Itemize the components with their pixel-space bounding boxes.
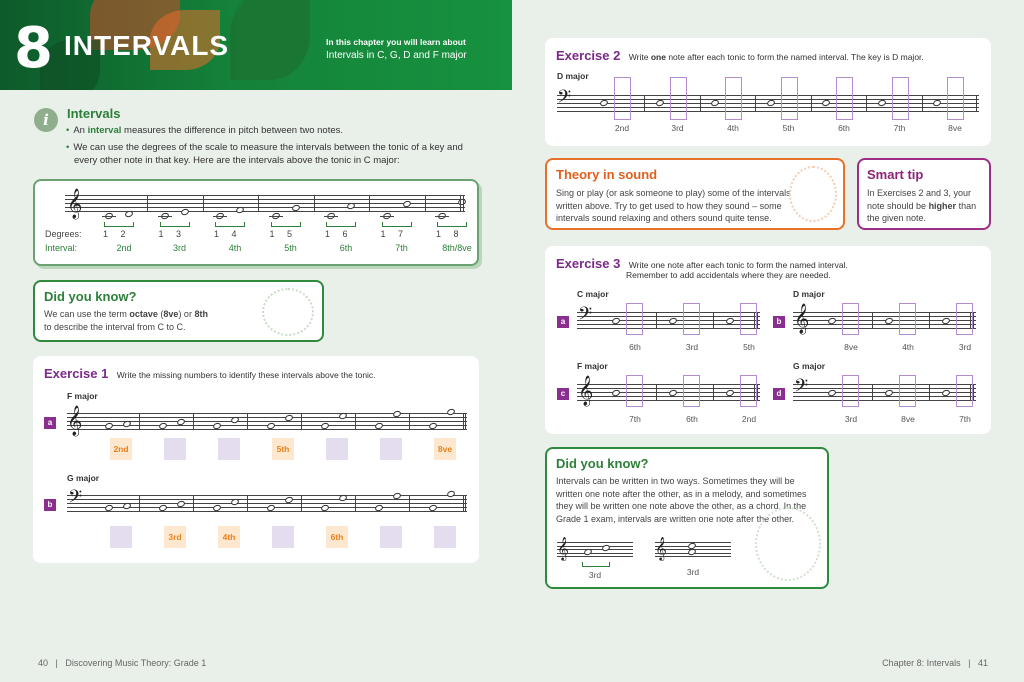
answer-box-empty[interactable] — [110, 526, 132, 548]
ex3-key: G major — [793, 361, 826, 371]
barline — [700, 95, 701, 112]
barline — [139, 495, 140, 512]
exercise-3-instruction-2: Remember to add accidentals where they are needed. — [626, 270, 831, 280]
interval-name: 6th — [339, 243, 353, 253]
left-page-number: 40 — [38, 658, 49, 668]
staff-line — [793, 328, 976, 329]
interval-label: 2nd — [741, 414, 757, 424]
final-barline — [973, 312, 974, 329]
interval-label: 8ve — [844, 342, 858, 352]
smart-tip-title: Smart tip — [867, 167, 924, 182]
degree-pair: 1 7 — [380, 229, 404, 239]
chapter-title: INTERVALS — [64, 30, 230, 61]
interval-bracket — [104, 222, 134, 227]
intro-line1: In this chapter you will learn about — [326, 37, 466, 47]
interval-label: 3rd — [671, 123, 684, 133]
barline — [409, 495, 410, 512]
barline — [872, 384, 873, 401]
interval-name: 3rd — [172, 243, 186, 253]
staff-line — [577, 328, 760, 329]
decorative-fern-icon — [262, 288, 314, 336]
ex3-key: C major — [577, 289, 609, 299]
staff-line — [793, 388, 976, 389]
exercise-2-title: Exercise 2 — [556, 48, 621, 63]
intro-line2: Intervals in C, G, D and F major — [326, 50, 467, 61]
ex1a-tag: a — [44, 417, 56, 429]
interval-name: 2nd — [116, 243, 132, 253]
final-barline — [976, 95, 977, 112]
barline — [866, 95, 867, 112]
answer-area[interactable] — [892, 77, 909, 120]
did-you-know-box-2 — [545, 447, 829, 589]
barline — [355, 413, 356, 430]
ex3-tag: c — [557, 388, 569, 400]
barline — [872, 312, 873, 329]
ledger-line — [435, 216, 449, 217]
exercise-2-card — [545, 38, 991, 146]
answer-area[interactable] — [683, 375, 700, 407]
barline — [193, 413, 194, 430]
exercise-2-instruction: Write one note after each tonic to form the named interval. The key is D major. — [628, 52, 924, 62]
treble-clef-icon: 𝄞 — [557, 536, 569, 560]
harmonic-label: 3rd — [686, 567, 700, 577]
melodic-label: 3rd — [588, 570, 602, 580]
did-you-know-box-1 — [33, 280, 324, 342]
answer-area[interactable] — [842, 375, 859, 407]
final-barline — [973, 384, 974, 401]
theory-in-sound-title: Theory in sound — [556, 167, 658, 182]
answer-area[interactable] — [899, 375, 916, 407]
ex3-key: F major — [577, 361, 608, 371]
decorative-leaf — [230, 0, 310, 80]
answer-area[interactable] — [947, 77, 964, 120]
chapter-footer-title: Chapter 8: Intervals — [882, 658, 961, 668]
barline — [713, 312, 714, 329]
decorative-fern-icon — [789, 166, 837, 222]
bullet-1: • An interval measures the difference in pitch between two notes. — [66, 125, 344, 136]
final-barline — [754, 312, 755, 329]
exercise-1-header — [44, 365, 376, 383]
treble-clef-icon: 𝄞 — [578, 376, 594, 406]
bass-clef-icon: 𝄢 — [68, 487, 83, 512]
final-barline — [465, 413, 466, 430]
ex1a-key: F major — [67, 391, 98, 401]
interval-bracket — [215, 222, 245, 227]
interval-label: 7th — [893, 123, 906, 133]
ledger-line — [158, 216, 172, 217]
answer-box-empty[interactable] — [434, 526, 456, 548]
barline — [922, 95, 923, 112]
staff-line — [793, 384, 976, 385]
interval-bracket — [326, 222, 356, 227]
staff-line — [577, 324, 760, 325]
answer-box-empty[interactable] — [380, 438, 402, 460]
answer-box-filled: 2nd — [110, 438, 132, 460]
interval-label: 3rd — [685, 342, 699, 352]
staff-line — [577, 388, 760, 389]
bullet-2: • We can use the degrees of the scale to measure the intervals between the tonic of a key and every other note in that key. Here are the intervals above the tonic in C major: — [66, 142, 463, 166]
barline — [314, 195, 315, 212]
barline — [656, 384, 657, 401]
barline — [247, 413, 248, 430]
treble-clef-icon: 𝄞 — [655, 536, 667, 560]
answer-area[interactable] — [626, 375, 643, 407]
interval-label: 8ve — [901, 414, 915, 424]
degrees-label: Degrees: — [45, 229, 82, 239]
staff-line — [793, 312, 976, 313]
barline — [355, 495, 356, 512]
ex1b-tag: b — [44, 499, 56, 511]
barline — [301, 413, 302, 430]
staff-line — [793, 324, 976, 325]
ledger-line — [324, 216, 338, 217]
barline — [139, 413, 140, 430]
exercise-3-title: Exercise 3 — [556, 256, 621, 271]
staff-line — [577, 312, 760, 313]
exercise-3-card — [545, 246, 991, 434]
interval-label: 5th — [743, 342, 755, 352]
barline — [258, 195, 259, 212]
answer-area[interactable] — [670, 77, 687, 120]
interval-label: 4th — [727, 123, 739, 133]
final-barline — [970, 384, 971, 401]
answer-box-empty[interactable] — [272, 526, 294, 548]
ex3-tag: b — [773, 316, 785, 328]
did-you-know-2-text: Intervals can be written in two ways. Sometimes they will be written one note after the other, as in a melody, and sometimes they will be written one note above the other, as a chord. In the Grade 1 exam, intervals are written one note after the other. — [556, 476, 807, 524]
interval-name: 8th/8ve — [442, 243, 472, 253]
final-barline — [460, 195, 461, 212]
barline — [193, 495, 194, 512]
ex3-tag: a — [557, 316, 569, 328]
staff-line — [793, 316, 976, 317]
answer-area[interactable] — [836, 77, 853, 120]
info-icon: i — [34, 108, 58, 132]
barline — [463, 413, 464, 430]
answer-box-empty[interactable] — [326, 438, 348, 460]
ex1b-key: G major — [67, 473, 100, 483]
answer-area[interactable] — [899, 303, 916, 335]
answer-box-empty[interactable] — [164, 438, 186, 460]
interval-label: 7th — [629, 414, 641, 424]
degree-pair: 1 6 — [325, 229, 348, 239]
interval-label: 7th — [959, 414, 971, 424]
answer-area[interactable] — [683, 303, 700, 335]
final-barline — [754, 384, 755, 401]
ledger-line — [269, 216, 283, 217]
ledger-line — [102, 216, 116, 217]
smart-tip-box — [857, 158, 991, 230]
ex2-key: D major — [557, 71, 589, 81]
barline — [147, 195, 148, 212]
answer-box-filled: 8ve — [434, 438, 456, 460]
bass-clef-icon: 𝄢 — [794, 376, 809, 401]
theory-in-sound-text: Sing or play (or ask someone to play) some of the intervals written above. Try to get used to how they sound – some intervals sound relaxing and others sound quite tense. — [556, 188, 791, 223]
interval-bracket — [582, 562, 610, 567]
degree-pair: 1 8 — [436, 229, 459, 239]
final-barline — [970, 312, 971, 329]
interval-label: 5th — [782, 123, 795, 133]
barline — [713, 384, 714, 401]
chapter-number: 8 — [14, 16, 53, 81]
interval-label: 6th — [686, 414, 698, 424]
interval-bracket — [271, 222, 301, 227]
barline — [463, 495, 464, 512]
treble-clef-icon: 𝄞 — [67, 406, 83, 436]
footer-right: Chapter 8: Intervals | 41 — [882, 658, 988, 668]
interval-label: 8ve — [948, 123, 962, 133]
chapter-intro — [326, 36, 467, 62]
theory-in-sound-box — [545, 158, 845, 230]
treble-clef-icon: 𝄞 — [67, 189, 83, 219]
final-barline — [463, 195, 464, 212]
interval-name: 7th — [395, 243, 408, 253]
staff-line — [793, 396, 976, 397]
staff-line — [577, 396, 760, 397]
smart-tip-text: In Exercises 2 and 3, your note should be higher than the given note. — [867, 188, 977, 223]
note — [457, 198, 467, 206]
answer-box-filled: 5th — [272, 438, 294, 460]
answer-area[interactable] — [626, 303, 643, 335]
barline — [203, 195, 204, 212]
ledger-line — [380, 216, 394, 217]
degree-pair: 1 4 — [214, 229, 237, 239]
barline — [247, 495, 248, 512]
answer-box-filled: 3rd — [164, 526, 186, 548]
barline — [425, 195, 426, 212]
staff-line — [793, 400, 976, 401]
exercise-1-card — [33, 356, 479, 563]
answer-area[interactable] — [842, 303, 859, 335]
degree-pair: 1 5 — [269, 229, 293, 239]
interval-label: 6th — [629, 342, 641, 352]
bass-clef-icon: 𝄢 — [557, 87, 572, 112]
c-major-intervals-box — [33, 179, 479, 266]
barline — [301, 495, 302, 512]
interval-label: 3rd — [958, 342, 972, 352]
barline — [644, 95, 645, 112]
answer-box-empty[interactable] — [380, 526, 402, 548]
barline — [656, 312, 657, 329]
exercise-3-instruction-1: Write one note after each tonic to form the named interval. — [628, 260, 848, 270]
chapter-header — [0, 0, 512, 90]
staff-line — [577, 316, 760, 317]
barline — [929, 384, 930, 401]
answer-area[interactable] — [614, 77, 631, 120]
book-title: Discovering Music Theory: Grade 1 — [65, 658, 207, 668]
interval-label: 3rd — [844, 414, 858, 424]
answer-box-filled: 4th — [218, 526, 240, 548]
answer-area[interactable] — [781, 77, 798, 120]
interval-name: 5th — [284, 243, 297, 253]
ex3-tag: d — [773, 388, 785, 400]
interval-bracket — [160, 222, 190, 227]
did-you-know-text: We can use the term octave (8ve) or 8th to describe the interval from C to C. — [44, 309, 208, 332]
footer-left: 40 | Discovering Music Theory: Grade 1 — [38, 658, 207, 668]
barline — [409, 413, 410, 430]
treble-clef-icon: 𝄞 — [794, 304, 810, 334]
did-you-know-title: Did you know? — [44, 289, 137, 304]
answer-box-empty[interactable] — [218, 438, 240, 460]
answer-box-filled: 6th — [326, 526, 348, 548]
interval-label: 6th — [838, 123, 850, 133]
interval-label: 4th — [902, 342, 914, 352]
barline — [369, 195, 370, 212]
staff-line — [577, 384, 760, 385]
final-barline — [757, 312, 758, 329]
final-barline — [465, 495, 466, 512]
decorative-fern-icon — [755, 507, 821, 581]
ex3-key: D major — [793, 289, 825, 299]
right-page-number: 41 — [977, 658, 988, 668]
interval-label: Interval: — [45, 243, 78, 253]
interval-bracket — [437, 222, 467, 227]
bass-clef-icon: 𝄢 — [578, 304, 593, 329]
ledger-line — [213, 216, 227, 217]
interval-name: 4th — [228, 243, 242, 253]
exercise-2-header — [556, 47, 924, 65]
interval-bracket — [382, 222, 412, 227]
barline — [811, 95, 812, 112]
barline — [755, 95, 756, 112]
note — [124, 210, 134, 218]
answer-area[interactable] — [725, 77, 742, 120]
degree-pair: 1 2 — [103, 229, 126, 239]
did-you-know-2-title: Did you know? — [556, 456, 649, 471]
interval-label: 2nd — [614, 123, 630, 133]
final-barline — [757, 384, 758, 401]
exercise-1-title: Exercise 1 — [44, 366, 109, 381]
exercise-1-instruction: Write the missing numbers to identify these intervals above the tonic. — [116, 370, 376, 380]
degree-pair: 1 3 — [158, 229, 182, 239]
barline — [929, 312, 930, 329]
staff-line — [577, 400, 760, 401]
intervals-heading: Intervals — [67, 106, 121, 121]
